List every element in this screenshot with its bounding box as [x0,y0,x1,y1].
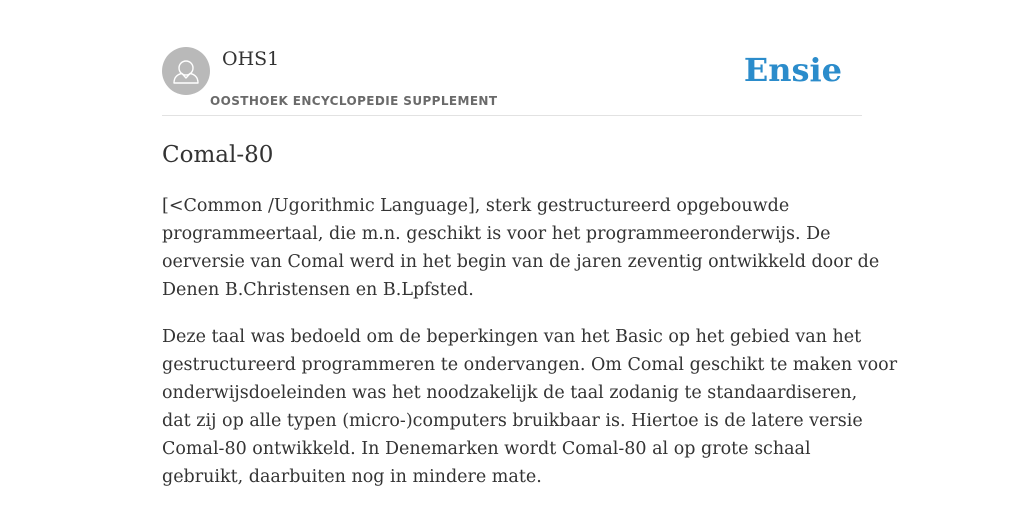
article-paragraph [162,323,898,491]
article-title: Comal-80 [162,142,274,168]
paragraph-line: Deze taal was bedoeld om de beperkingen van het Basic op het gebied van het [162,327,862,347]
article-paragraph [162,192,880,304]
username-link[interactable]: OHS1 [222,48,280,70]
paragraph-line: onderwijsdoeleinden was het noodzakelijk de taal zodanig te standaardiseren, [162,383,858,403]
page [162,0,898,512]
paragraph-line: oerversie van Comal werd in het begin van de jaren zeventig ontwikkeld door de [162,252,880,272]
avatar[interactable] [162,47,210,95]
article-body [162,192,898,510]
paragraph-line: dat zij op alle typen (micro-)computers bruikbaar is. Hiertoe is de latere versie [162,411,863,431]
paragraph-line: gestructureerd programmeren te ondervangen. Om Comal geschikt te maken voor [162,355,898,375]
source-label: OOSTHOEK ENCYCLOPEDIE SUPPLEMENT [210,94,498,108]
header [162,0,862,116]
paragraph-line: gebruikt, daarbuiten nog in mindere mate. [162,467,542,487]
paragraph-line: programmeertaal, die m.n. geschikt is voor het programmeeronderwijs. De [162,224,831,244]
paragraph-line: [<Common /Ugorithmic Language], sterk gestructureerd opgebouwde [162,196,790,216]
ensie-logo[interactable]: Ensie [743,51,842,89]
user-icon [162,47,210,95]
paragraph-line: Comal-80 ontwikkeld. In Denemarken wordt Comal-80 al op grote schaal [162,439,811,459]
paragraph-line: Denen B.Christensen en B.Lpfsted. [162,280,474,300]
